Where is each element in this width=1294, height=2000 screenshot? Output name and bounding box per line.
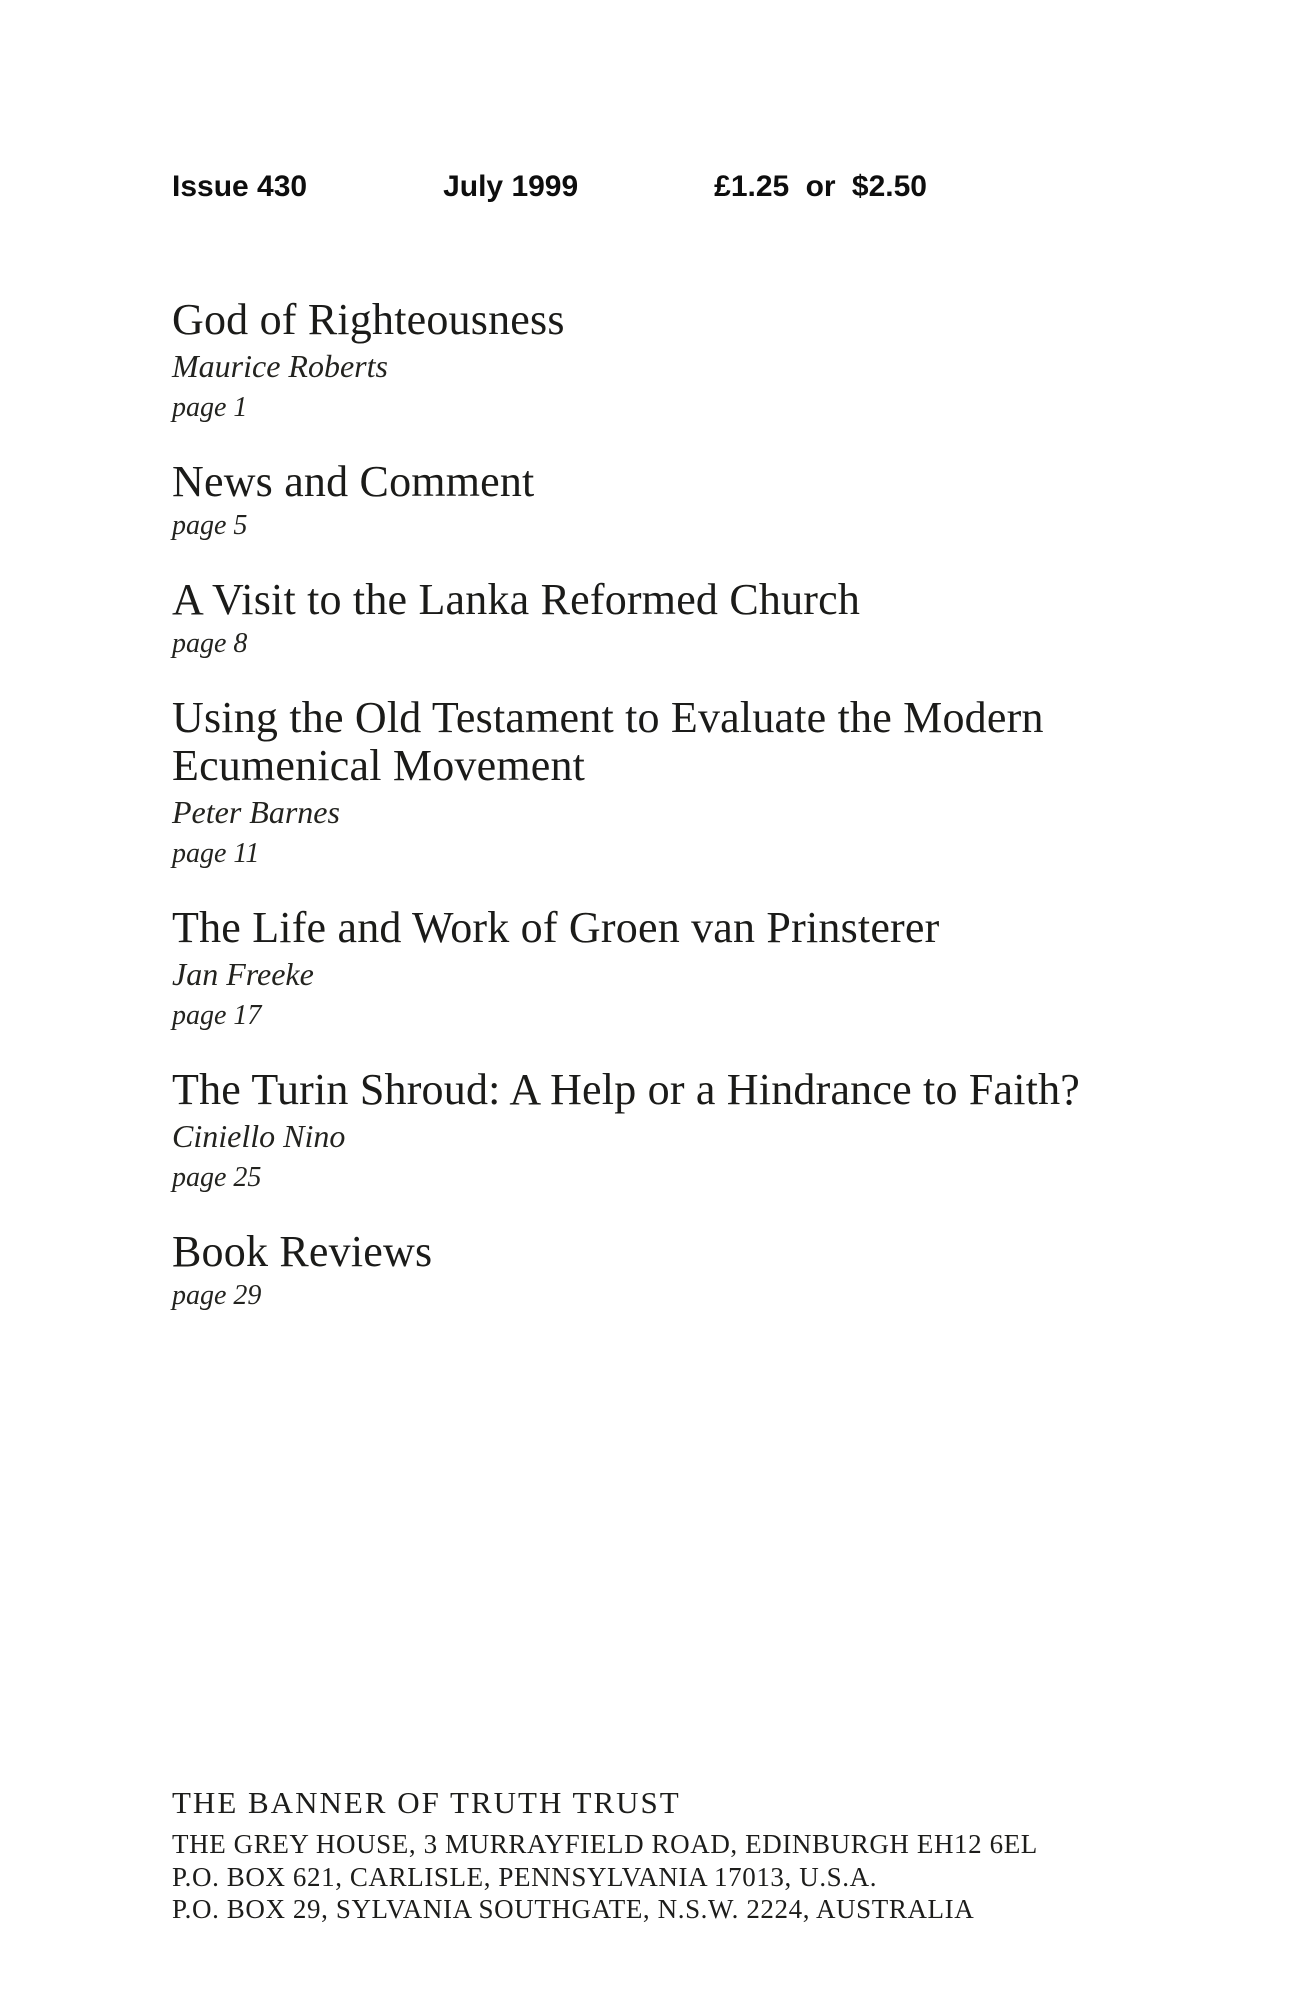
article-page-ref: page 8 — [172, 628, 248, 659]
toc-entry — [172, 1066, 1232, 1198]
toc-entry — [172, 576, 1232, 664]
article-page-ref: page 25 — [172, 1162, 262, 1193]
toc-entry — [172, 904, 1232, 1036]
publisher-address-uk: THE GREY HOUSE, 3 MURRAYFIELD ROAD, EDINBURGH EH12 6EL — [172, 1829, 1038, 1859]
article-author: Jan Freeke — [172, 956, 314, 992]
issue-number: Issue 430 — [172, 170, 308, 203]
publisher-address-australia: P.O. BOX 29, SYLVANIA SOUTHGATE, N.S.W. 2224, AUSTRALIA — [172, 1894, 975, 1924]
article-title: God of Righteousness — [172, 295, 565, 344]
toc-entry — [172, 458, 1232, 546]
toc-entry — [172, 1228, 1232, 1316]
article-title: The Turin Shroud: A Help or a Hindrance to Faith? — [172, 1065, 1081, 1114]
article-author: Maurice Roberts — [172, 348, 388, 384]
article-author: Ciniello Nino — [172, 1118, 346, 1154]
publisher-name: THE BANNER OF TRUTH TRUST — [172, 1785, 681, 1820]
issue-date: July 1999 — [443, 170, 579, 203]
article-title: Book Reviews — [172, 1227, 433, 1276]
article-page-ref: page 1 — [172, 392, 248, 423]
article-author: Peter Barnes — [172, 794, 340, 830]
toc-entry — [172, 296, 1232, 428]
article-page-ref: page 29 — [172, 1280, 262, 1311]
article-title: News and Comment — [172, 457, 535, 506]
issue-price: £1.25 or $2.50 — [714, 170, 927, 203]
article-title: A Visit to the Lanka Reformed Church — [172, 575, 861, 624]
article-page-ref: page 11 — [172, 838, 260, 869]
article-title: The Life and Work of Groen van Prinsterer — [172, 903, 940, 952]
article-page-ref: page 5 — [172, 510, 248, 541]
toc-entry — [172, 694, 1232, 874]
publisher-block — [172, 1782, 1252, 1926]
table-of-contents — [172, 296, 1232, 1346]
publisher-address-usa: P.O. BOX 621, CARLISLE, PENNSYLVANIA 17013, U.S.A. — [172, 1861, 878, 1892]
article-title: Using the Old Testament to Evaluate the Modern Ecumenical Movement — [172, 693, 1044, 790]
masthead — [172, 170, 927, 204]
article-page-ref: page 17 — [172, 1000, 262, 1031]
